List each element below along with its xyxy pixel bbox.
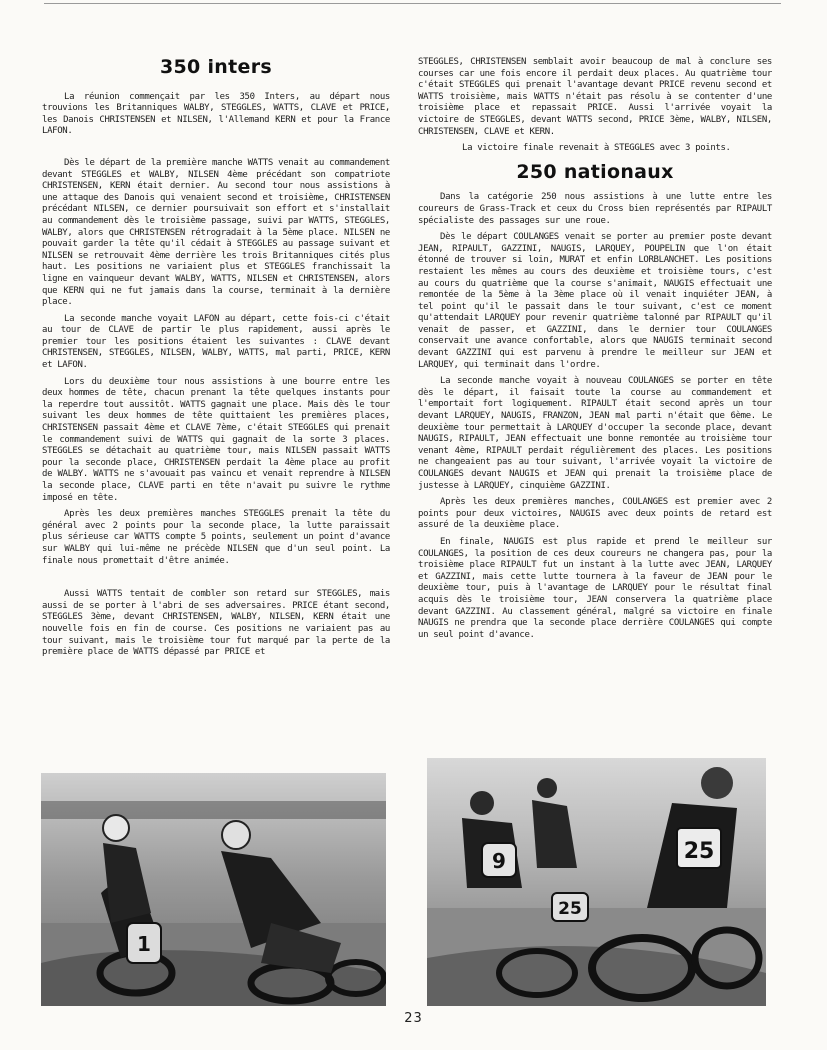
paragraph: Dès le départ de la première manche WATTS venait au commandement devant STEGGLES et WALBY, NILSEN 4ème précédant son compatriote CHRISTENSEN, KERN était dernier. Au second tour nous assistions à une attaque des Danois qui venaient second et troisième, CHRISTENSEN précédant NILSEN, ce dernier poursuivait son effort et s'installait au commandement dès le troisième passage, suivi par WATTS, STEGGLES, WALBY, alors que CHRISTENSEN rétrogradait à la 5ème place. NILSEN ne pouvait garder la tête qu'il cédait à STEGGLES au passage suivant et NILSEN se retrouvait 4ème derrière les trois Britanniques cités plus haut. Les positions ne variaient plus et STEGGLES franchissait la ligne en vainqueur devant WALBY, WATTS, NILSEN et CHRISTENSEN, alors que KERN qui ne fut jamais dans la course, terminait à la dernière place. bbox=[42, 157, 390, 308]
section-title-250-nationaux: 250 nationaux bbox=[516, 160, 674, 183]
paragraph: Aussi WATTS tentait de combler son retard sur STEGGLES, mais aussi de se porter à l'abri de ses adversaires. PRICE étant second, STEGGLES 3ème, devant CHRISTENSEN, WALBY, NILSEN, KERN était une nouvelle fois en fin de course. Ces positions ne variaient pas au tour suivant, mais le troisième tour fut marqué par la perte de la première place de WATTS dépassé par PRICE et bbox=[42, 589, 390, 658]
paragraph: STEGGLES, CHRISTENSEN semblait avoir beaucoup de mal à conclure ses courses car une fois encore il perdait deux places. Au quatrième tour c'était STEGGLES qui prenait l'avantage devant PRICE revenu second et WATTS troisième, mais WATTS n'était pas résolu à se contenter d'une troisième place et repassait PRICE. Aussi l'arrivée voyait la victoire de STEGGLES, devant WATTS second, PRICE 3ème, WALBY, NILSEN, CHRISTENSEN, CLAVE et KERN. bbox=[418, 57, 772, 137]
section-title-350-inters: 350 inters bbox=[160, 56, 272, 78]
photo-riders-racing bbox=[427, 758, 766, 1006]
page-number: 23 bbox=[404, 1011, 423, 1026]
final-result-line: La victoire finale revenait à STEGGLES avec 3 points. bbox=[462, 143, 731, 154]
paragraph: Après les deux premières manches, COULANGES est premier avec 2 points pour deux victoires, NAUGIS avec deux points de retard est assuré de la deuxième place. bbox=[418, 497, 772, 531]
top-rule bbox=[44, 3, 781, 4]
paragraph: La seconde manche voyait LAFON au départ, cette fois-ci c'était au tour de CLAVE de partir le plus rapidement, aussi après le premier tour les positions étaient les suivantes : CLAVE devant CHRISTENSEN, STEGGLES, NILSEN, WALBY, WATTS, mal parti, PRICE, KERN et LAFON. bbox=[42, 313, 390, 371]
paragraph: Lors du deuxième tour nous assistions à une bourre entre les deux hommes de tête, chacun prenant la tête quelques instants pour la reperdre tout aussitôt. WATTS gagnait une place. Mais dès le tour suivant les deux hommes de tête quittaient les premières places, CHRISTENSEN passait 4ème et CLAVE 7ème, c'était STEGGLES qui prenait le commandement suivi de WATTS qui gagnait de la sorte 3 places. STEGGLES se détachait au quatrième tour, mais NILSEN passait WATTS pour la seconde place, CHRISTENSEN perdait la 4ème place au profit de WALBY. WATTS ne s'avouait pas vaincu et venait reprendre à NILSEN la seconde place, CLAVE parti en tête n'avait pu suivre le rythme imposé en tête. bbox=[42, 376, 390, 503]
rider-number: 25 bbox=[558, 899, 582, 919]
left-column bbox=[42, 58, 390, 664]
paragraph: En finale, NAUGIS est plus rapide et prend le meilleur sur COULANGES, la position de ces deux coureurs ne changera pas, pour la troisième place RIPAULT fut un instant à la lutte avec JEAN, LARQUEY et GAZZINI, mais cette lutte tournera à la faveur de JEAN pour le deuxième tour, puis à l'avantage de LARQUEY pour le résultat final acquis dès le troisième tour, JEAN conservera la quatrième place devant GAZZINI. Au classement général, malgré sa victoire en finale NAUGIS ne prendra que la seconde place derrière COULANGES qui compte un seul point d'avance. bbox=[418, 536, 772, 640]
photo-riders-sliding bbox=[41, 773, 386, 1006]
photo-right-image bbox=[427, 758, 766, 1006]
rider-number: 25 bbox=[683, 839, 715, 864]
paragraph: La réunion commençait par les 350 Inters, au départ nous trouvions les Britanniques WALBY, STEGGLES, WATTS, CLAVE et PRICE, les Danois CHRISTENSEN et NILSEN, l'Allemand KERN et pour la France LAFON. bbox=[42, 91, 390, 137]
photo-left-image bbox=[41, 773, 386, 1006]
rider-number: 1 bbox=[137, 932, 151, 956]
paragraph: Dès le départ COULANGES venait se porter au premier poste devant JEAN, RIPAULT, GAZZINI, NAUGIS, LARQUEY, POUPELIN que l'on était étonné de trouver si loin, MURAT et enfin LORBLANCHET. Les positions restaient les mêmes au cours des deuxième et troisième tours, c'est au cours du quatrième que la course s'animait, NAUGIS effectuait une remontée de la 5ème à la 3ème place où il venait inquiéter JEAN, à tel point qu'il le passait dans le tour suivant, c'est ce moment qu'attendait LARQUEY pour revenir quatrième talonné par RIPAULT qu'il venait de passer, et GAZZINI, dans le dernier tour COULANGES conservait une avance confortable, alors que NAUGIS terminait second devant GAZZINI qui est parvenu à prendre le meilleur sur JEAN et LARQUEY, qui terminait dans l'ordre. bbox=[418, 232, 772, 370]
rider-number: 9 bbox=[492, 849, 506, 873]
right-column bbox=[418, 57, 772, 646]
paragraph: La seconde manche voyait à nouveau COULANGES se porter en tête dès le départ, il faisait toute la course au commandement et l'emportait fort logiquement. RIPAULT était second après un tour devant LARQUEY, NAUGIS, FRANZON, JEAN mal parti n'était que 6ème. Le deuxième tour permettait à LARQUEY d'occuper la seconde place, devant NAUGIS, RIPAULT, JEAN effectuait une bonne remontée au troisième tour venant 4ème, RIPAULT perdait régulièrement des places. Les positions ne changeaient pas au tour suivant, l'arrivée voyait la victoire de COULANGES devant NAUGIS et JEAN qui prenait la troisième place de justesse à LARQUEY, cinquième GAZZINI. bbox=[418, 376, 772, 491]
paragraph: Après les deux premières manches STEGGLES prenait la tête du général avec 2 points pour la seconde place, la lutte paraissait plus sérieuse car WATTS compte 5 points, seulement un point d'avance sur WALBY qui lui-même ne précède NILSEN que d'un seul point. La finale nous promettait d'être animée. bbox=[42, 509, 390, 566]
paragraph: Dans la catégorie 250 nous assistions à une lutte entre les coureurs de Grass-Track et ceux du Cross bien représentés par RIPAULT spécialiste des passages sur une roue. bbox=[418, 192, 772, 226]
